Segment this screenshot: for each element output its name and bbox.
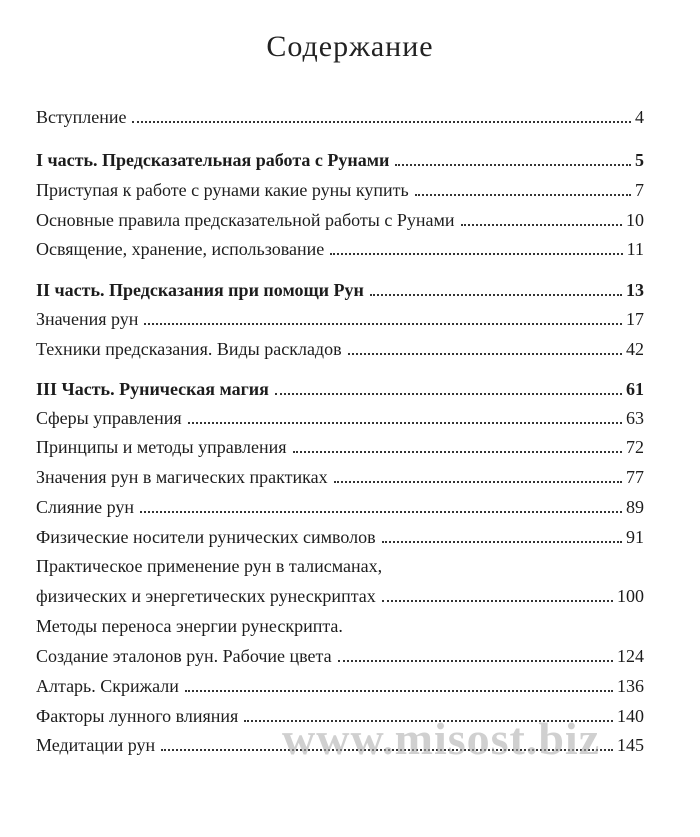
toc-entry-label: Приступая к работе с рунами какие руны купить: [36, 180, 409, 200]
toc-page-number: 13: [626, 280, 644, 300]
toc-page-number: 124: [617, 646, 644, 666]
toc-entry-label: Создание эталонов рун. Рабочие цвета: [36, 646, 332, 666]
dot-leader: [382, 600, 613, 602]
toc-entry-label: Сферы управления: [36, 408, 182, 428]
toc-entry[interactable]: [36, 724, 644, 756]
toc-entry-label: Вступление: [36, 107, 127, 127]
page-title: Содержание: [266, 30, 434, 63]
toc-entry[interactable]: [36, 228, 644, 260]
toc-entry-label: I часть. Предсказательная работа с Рунами: [36, 150, 390, 170]
dot-leader: [188, 422, 622, 424]
dot-leader: [185, 690, 613, 692]
toc-entry[interactable]: [36, 368, 644, 400]
toc-page-number: 5: [635, 150, 644, 170]
toc-entry-label: II часть. Предсказания при помощи Рун: [36, 280, 364, 300]
toc-entry[interactable]: [36, 486, 644, 518]
dot-leader: [140, 511, 622, 513]
toc-page-number: 10: [626, 210, 644, 230]
dot-leader: [348, 353, 622, 355]
toc-entry[interactable]: [36, 605, 644, 637]
toc-page-number: 145: [617, 735, 644, 755]
dot-leader: [338, 660, 613, 662]
toc-entry[interactable]: [36, 298, 644, 330]
dot-leader: [161, 749, 613, 751]
toc-entry[interactable]: [36, 516, 644, 548]
toc-entry[interactable]: [36, 139, 644, 171]
dot-leader: [415, 194, 631, 196]
toc-entry[interactable]: [36, 575, 644, 607]
toc-entry[interactable]: [36, 199, 644, 231]
dot-leader: [293, 451, 622, 453]
toc-entry-label: Практическое применение рун в талисманах,: [36, 556, 383, 576]
dot-leader: [334, 481, 622, 483]
toc-page-number: 140: [617, 706, 644, 726]
dot-leader: [330, 253, 622, 255]
toc-entry-label: Значения рун: [36, 309, 139, 329]
dot-leader: [144, 323, 622, 325]
toc-entry[interactable]: [36, 635, 644, 667]
dot-leader: [244, 720, 613, 722]
toc-entry-label: Слияние рун: [36, 497, 135, 517]
toc-entry[interactable]: [36, 456, 644, 488]
toc-entry-label: физических и энергетических рунескриптах: [36, 586, 376, 606]
toc-page-number: 136: [617, 676, 644, 696]
dot-leader: [370, 294, 622, 296]
toc-page-number: 7: [635, 180, 644, 200]
dot-leader: [461, 224, 622, 226]
toc-page-number: 91: [626, 527, 644, 547]
toc-page-number: 89: [626, 497, 644, 517]
toc-entry-label: Значения рун в магических практиках: [36, 467, 328, 487]
toc-entry[interactable]: [36, 96, 644, 128]
toc-entry-label: Техники предсказания. Виды раскладов: [36, 339, 342, 359]
toc-entry-label: Факторы лунного влияния: [36, 706, 239, 726]
toc-page-number: 4: [635, 107, 644, 127]
toc-entry[interactable]: [36, 695, 644, 727]
toc-page-number: 72: [626, 437, 644, 457]
toc-entry[interactable]: [36, 426, 644, 458]
toc-entry-label: Алтарь. Скрижали: [36, 676, 179, 696]
toc-page-number: 17: [626, 309, 644, 329]
toc-entry[interactable]: [36, 328, 644, 360]
toc-entry[interactable]: [36, 169, 644, 201]
toc-entry-label: III Часть. Руническая магия: [36, 379, 269, 399]
watermark: www.misost.biz: [282, 713, 601, 764]
dot-leader: [382, 541, 622, 543]
dot-leader: [132, 121, 631, 123]
toc-entry[interactable]: [36, 665, 644, 697]
toc-entry[interactable]: [36, 269, 644, 301]
toc-page-number: 63: [626, 408, 644, 428]
toc-page-number: 100: [617, 586, 644, 606]
toc-entry-label: Методы переноса энергии рунескрипта.: [36, 616, 343, 636]
toc-entry-label: Освящение, хранение, использование: [36, 239, 325, 259]
dot-leader: [395, 164, 631, 166]
toc-page-number: 61: [626, 379, 644, 399]
toc-page-number: 42: [626, 339, 644, 359]
toc-entry[interactable]: [36, 545, 644, 577]
toc-entry[interactable]: [36, 397, 644, 429]
dot-leader: [275, 393, 622, 395]
toc-entry-label: Принципы и методы управления: [36, 437, 287, 457]
toc-entry-label: Медитации рун: [36, 735, 156, 755]
toc-entry-label: Основные правила предсказательной работы с Рунами: [36, 210, 455, 230]
toc-page-number: 77: [626, 467, 644, 487]
toc-page-number: 11: [626, 239, 644, 259]
toc-entry-label: Физические носители рунических символов: [36, 527, 376, 547]
